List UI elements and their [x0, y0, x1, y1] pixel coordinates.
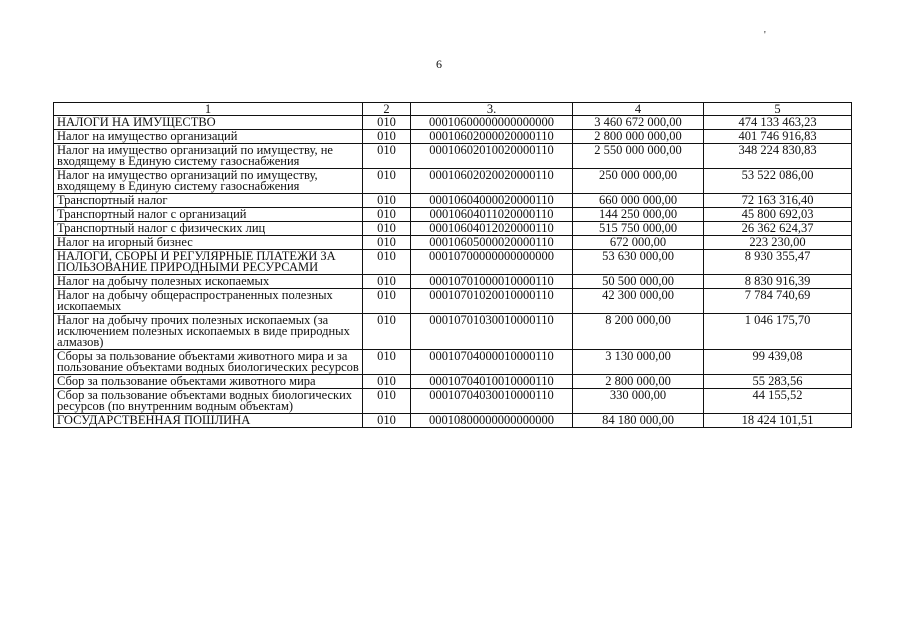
- cell-name: Налог на добычу прочих полезных ископаемых (за исключением полезных ископаемых в виде природных алмазов): [54, 314, 363, 350]
- cell-fact: 45 800 692,03: [704, 208, 852, 222]
- table-row: [54, 314, 852, 350]
- cell-fact: 7 784 740,69: [704, 289, 852, 314]
- cell-name: Налог на добычу полезных ископаемых: [54, 275, 363, 289]
- cell-kbk: 00010602000020000110: [411, 130, 573, 144]
- corner-mark: ': [764, 30, 766, 41]
- table-row: [54, 250, 852, 275]
- cell-kbk: 00010800000000000000: [411, 414, 573, 428]
- cell-plan: 2 800 000,00: [573, 375, 704, 389]
- cell-fact: 474 133 463,23: [704, 116, 852, 130]
- cell-fact: 55 283,56: [704, 375, 852, 389]
- cell-fact: 348 224 830,83: [704, 144, 852, 169]
- table-row: [54, 222, 852, 236]
- cell-code: 010: [363, 314, 411, 350]
- header-col-5: 5: [704, 103, 852, 116]
- header-col-1: 1: [54, 103, 363, 116]
- cell-code: 010: [363, 289, 411, 314]
- cell-kbk: 00010701030010000110: [411, 314, 573, 350]
- cell-code: 010: [363, 194, 411, 208]
- header-col-4: 4: [573, 103, 704, 116]
- cell-name: НАЛОГИ, СБОРЫ И РЕГУЛЯРНЫЕ ПЛАТЕЖИ ЗА ПОЛЬЗОВАНИЕ ПРИРОДНЫМИ РЕСУРСАМИ: [54, 250, 363, 275]
- table-row: [54, 289, 852, 314]
- cell-name: Налог на имущество организаций по имуществу, входящему в Единую систему газоснабжения: [54, 169, 363, 194]
- table-body: [54, 116, 852, 428]
- header-row: [54, 103, 852, 116]
- cell-fact: 53 522 086,00: [704, 169, 852, 194]
- page-number: 6: [436, 57, 442, 71]
- cell-kbk: 00010604011020000110: [411, 208, 573, 222]
- cell-code: 010: [363, 414, 411, 428]
- cell-plan: 250 000 000,00: [573, 169, 704, 194]
- table-row: [54, 208, 852, 222]
- cell-kbk: 00010704010010000110: [411, 375, 573, 389]
- cell-kbk: 00010602020020000110: [411, 169, 573, 194]
- budget-table: [53, 102, 852, 428]
- cell-code: 010: [363, 250, 411, 275]
- table-row: [54, 144, 852, 169]
- cell-code: 010: [363, 130, 411, 144]
- cell-code: 010: [363, 116, 411, 130]
- cell-kbk: 00010701000010000110: [411, 275, 573, 289]
- cell-name: ГОСУДАРСТВЕННАЯ ПОШЛИНА: [54, 414, 363, 428]
- cell-fact: 401 746 916,83: [704, 130, 852, 144]
- table-row: [54, 169, 852, 194]
- cell-name: Налог на игорный бизнес: [54, 236, 363, 250]
- cell-kbk: 00010704000010000110: [411, 350, 573, 375]
- header-col-3: 3.: [411, 103, 573, 116]
- cell-code: 010: [363, 208, 411, 222]
- table-row: [54, 130, 852, 144]
- cell-plan: 2 800 000 000,00: [573, 130, 704, 144]
- cell-code: 010: [363, 375, 411, 389]
- cell-name: Налог на имущество организаций по имуществу, не входящему в Единую систему газоснабжения: [54, 144, 363, 169]
- cell-name: Транспортный налог с физических лиц: [54, 222, 363, 236]
- cell-kbk: 00010600000000000000: [411, 116, 573, 130]
- cell-code: 010: [363, 350, 411, 375]
- cell-plan: 50 500 000,00: [573, 275, 704, 289]
- cell-name: Сбор за пользование объектами водных биологических ресурсов (по внутренним водным объектам): [54, 389, 363, 414]
- table-header: [54, 103, 852, 116]
- cell-plan: 144 250 000,00: [573, 208, 704, 222]
- cell-fact: 18 424 101,51: [704, 414, 852, 428]
- table-row: [54, 194, 852, 208]
- table-row: [54, 414, 852, 428]
- cell-plan: 8 200 000,00: [573, 314, 704, 350]
- cell-code: 010: [363, 236, 411, 250]
- cell-code: 010: [363, 144, 411, 169]
- cell-kbk: 00010604012020000110: [411, 222, 573, 236]
- header-col-2: 2: [363, 103, 411, 116]
- cell-fact: 8 830 916,39: [704, 275, 852, 289]
- cell-plan: 3 130 000,00: [573, 350, 704, 375]
- cell-code: 010: [363, 275, 411, 289]
- cell-fact: 8 930 355,47: [704, 250, 852, 275]
- cell-plan: 672 000,00: [573, 236, 704, 250]
- cell-kbk: 00010602010020000110: [411, 144, 573, 169]
- cell-kbk: 00010605000020000110: [411, 236, 573, 250]
- cell-kbk: 00010701020010000110: [411, 289, 573, 314]
- cell-plan: 84 180 000,00: [573, 414, 704, 428]
- table-row: [54, 275, 852, 289]
- table-row: [54, 375, 852, 389]
- cell-plan: 330 000,00: [573, 389, 704, 414]
- cell-fact: 44 155,52: [704, 389, 852, 414]
- cell-plan: 53 630 000,00: [573, 250, 704, 275]
- cell-fact: 99 439,08: [704, 350, 852, 375]
- cell-name: Налог на имущество организаций: [54, 130, 363, 144]
- cell-plan: 42 300 000,00: [573, 289, 704, 314]
- cell-code: 010: [363, 222, 411, 236]
- cell-kbk: 00010700000000000000: [411, 250, 573, 275]
- cell-name: Транспортный налог с организаций: [54, 208, 363, 222]
- cell-code: 010: [363, 389, 411, 414]
- cell-fact: 1 046 175,70: [704, 314, 852, 350]
- cell-name: Транспортный налог: [54, 194, 363, 208]
- table-row: [54, 236, 852, 250]
- cell-plan: 2 550 000 000,00: [573, 144, 704, 169]
- cell-name: Сбор за пользование объектами животного мира: [54, 375, 363, 389]
- cell-name: НАЛОГИ НА ИМУЩЕСТВО: [54, 116, 363, 130]
- cell-plan: 660 000 000,00: [573, 194, 704, 208]
- cell-name: Сборы за пользование объектами животного мира и за пользование объектами водных биологических ресурсов: [54, 350, 363, 375]
- cell-fact: 223 230,00: [704, 236, 852, 250]
- table-row: [54, 116, 852, 130]
- cell-fact: 72 163 316,40: [704, 194, 852, 208]
- table-row: [54, 350, 852, 375]
- table-row: [54, 389, 852, 414]
- cell-kbk: 00010704030010000110: [411, 389, 573, 414]
- cell-plan: 3 460 672 000,00: [573, 116, 704, 130]
- cell-name: Налог на добычу общераспространенных полезных ископаемых: [54, 289, 363, 314]
- cell-code: 010: [363, 169, 411, 194]
- cell-plan: 515 750 000,00: [573, 222, 704, 236]
- cell-kbk: 00010604000020000110: [411, 194, 573, 208]
- cell-fact: 26 362 624,37: [704, 222, 852, 236]
